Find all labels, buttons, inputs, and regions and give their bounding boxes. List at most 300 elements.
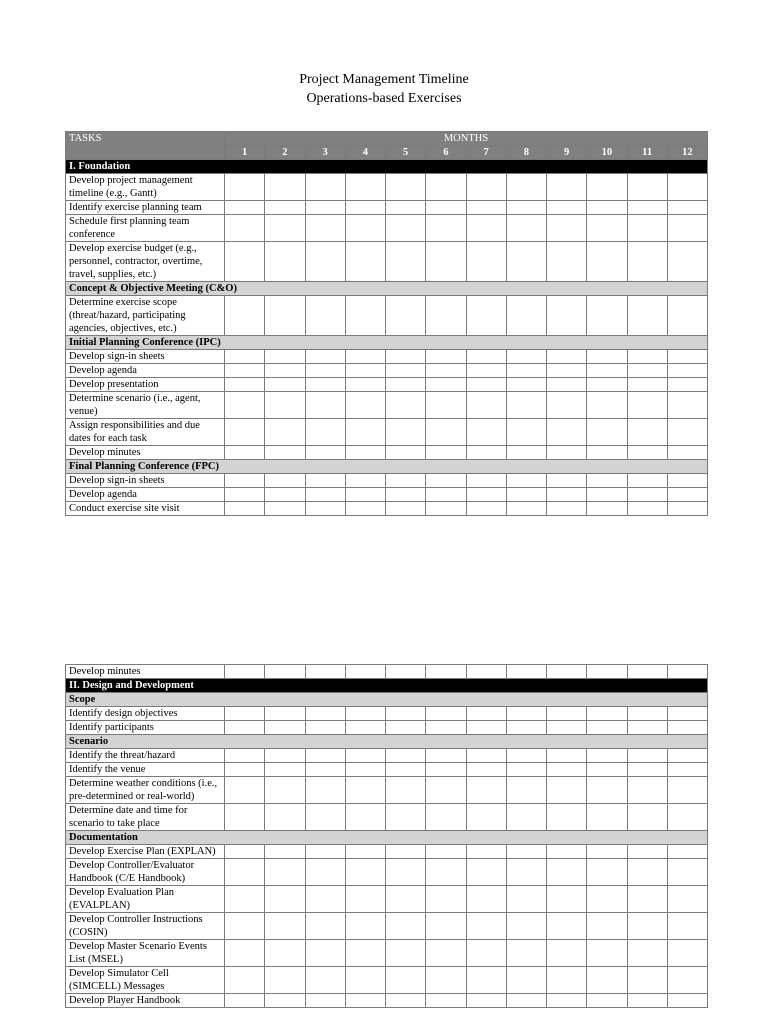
month-cell: [386, 502, 426, 516]
task-row: [66, 777, 708, 804]
task-label: Conduct exercise site visit: [66, 502, 225, 516]
month-cell: [386, 886, 426, 913]
month-cell: [386, 378, 426, 392]
month-cell: [345, 886, 385, 913]
task-row: [66, 364, 708, 378]
month-cell: [386, 665, 426, 679]
month-cell: [506, 364, 546, 378]
month-cell: [426, 392, 466, 419]
month-cell: [547, 707, 587, 721]
month-cell: [426, 201, 466, 215]
month-cell: [386, 474, 426, 488]
month-cell: [547, 378, 587, 392]
month-cell: [225, 967, 265, 994]
month-cell: [386, 967, 426, 994]
task-row: [66, 174, 708, 201]
month-cell: [547, 777, 587, 804]
task-row: [66, 502, 708, 516]
month-cell: [547, 763, 587, 777]
month-cell: [667, 859, 707, 886]
task-label: Develop Exercise Plan (EXPLAN): [66, 845, 225, 859]
month-cell: [667, 804, 707, 831]
month-cell: [426, 777, 466, 804]
month-cell: [667, 707, 707, 721]
month-cell: [667, 777, 707, 804]
month-cell: [225, 721, 265, 735]
month-cell: [305, 419, 345, 446]
month-cell: [265, 364, 305, 378]
month-cell: [225, 777, 265, 804]
month-cell: [587, 296, 627, 336]
month-cell: [466, 446, 506, 460]
month-cell: [506, 201, 546, 215]
month-cell: [386, 913, 426, 940]
month-cell: [345, 350, 385, 364]
title-line-2: Operations-based Exercises: [306, 91, 462, 106]
month-cell: [466, 174, 506, 201]
month-cell: [587, 721, 627, 735]
month-cell: [305, 721, 345, 735]
task-label: Develop exercise budget (e.g., personnel, contractor, overtime, travel, supplies, etc.): [66, 242, 225, 282]
month-cell: [587, 845, 627, 859]
task-row: [66, 392, 708, 419]
month-cell: [265, 749, 305, 763]
task-row: [66, 994, 708, 1008]
task-row: [66, 886, 708, 913]
month-cell: [506, 488, 546, 502]
month-cell: [265, 707, 305, 721]
month-cell: [587, 242, 627, 282]
month-cell: [225, 502, 265, 516]
task-row: [66, 419, 708, 446]
month-cell: [386, 763, 426, 777]
month-cell: [345, 859, 385, 886]
month-cell: [587, 665, 627, 679]
month-cell: [305, 174, 345, 201]
month-cell: [667, 502, 707, 516]
month-cell: [506, 707, 546, 721]
month-cell: [345, 364, 385, 378]
task-label: Determine weather conditions (i.e., pre-determined or real-world): [66, 777, 225, 804]
month-cell: [265, 446, 305, 460]
month-cell: [386, 215, 426, 242]
month-cell: [466, 845, 506, 859]
month-number-header: 11: [627, 146, 667, 160]
month-cell: [506, 886, 546, 913]
month-cell: [667, 296, 707, 336]
month-cell: [506, 940, 546, 967]
month-cell: [225, 763, 265, 777]
month-cell: [345, 994, 385, 1008]
subsection-title: Concept & Objective Meeting (C&O): [66, 282, 708, 296]
month-cell: [627, 242, 667, 282]
month-cell: [667, 749, 707, 763]
month-cell: [547, 488, 587, 502]
month-cell: [426, 446, 466, 460]
month-cell: [305, 707, 345, 721]
task-label: Determine date and time for scenario to take place: [66, 804, 225, 831]
month-number-header: 4: [345, 146, 385, 160]
month-cell: [547, 940, 587, 967]
task-row: [66, 749, 708, 763]
month-cell: [305, 296, 345, 336]
month-cell: [547, 967, 587, 994]
month-cell: [506, 994, 546, 1008]
month-cell: [305, 242, 345, 282]
month-cell: [345, 201, 385, 215]
month-cell: [265, 392, 305, 419]
month-cell: [265, 845, 305, 859]
month-cell: [466, 940, 506, 967]
month-cell: [265, 665, 305, 679]
task-row: [66, 940, 708, 967]
month-cell: [506, 242, 546, 282]
month-cell: [225, 446, 265, 460]
month-cell: [345, 446, 385, 460]
month-cell: [466, 913, 506, 940]
month-cell: [426, 886, 466, 913]
month-cell: [506, 967, 546, 994]
month-cell: [547, 215, 587, 242]
month-cell: [627, 174, 667, 201]
task-label: Identify participants: [66, 721, 225, 735]
month-cell: [627, 446, 667, 460]
month-number-header: 1: [225, 146, 265, 160]
month-cell: [426, 174, 466, 201]
month-cell: [627, 665, 667, 679]
month-cell: [547, 446, 587, 460]
month-cell: [345, 174, 385, 201]
month-cell: [345, 296, 385, 336]
task-label: Develop project management timeline (e.g., Gantt): [66, 174, 225, 201]
month-cell: [386, 721, 426, 735]
task-label: Identify the threat/hazard: [66, 749, 225, 763]
month-cell: [547, 994, 587, 1008]
month-cell: [426, 721, 466, 735]
month-cell: [547, 502, 587, 516]
month-cell: [547, 859, 587, 886]
month-cell: [305, 474, 345, 488]
month-cell: [627, 749, 667, 763]
month-cell: [225, 201, 265, 215]
section-title: I. Foundation: [66, 160, 708, 174]
subsection-title: Initial Planning Conference (IPC): [66, 336, 708, 350]
month-cell: [426, 707, 466, 721]
month-cell: [667, 967, 707, 994]
month-cell: [265, 201, 305, 215]
month-cell: [426, 859, 466, 886]
month-cell: [587, 350, 627, 364]
month-cell: [426, 350, 466, 364]
month-cell: [506, 777, 546, 804]
month-cell: [265, 174, 305, 201]
month-cell: [627, 804, 667, 831]
task-label: Develop Simulator Cell (SIMCELL) Messages: [66, 967, 225, 994]
month-cell: [547, 201, 587, 215]
month-cell: [627, 215, 667, 242]
month-cell: [506, 419, 546, 446]
task-row: [66, 707, 708, 721]
task-row: [66, 845, 708, 859]
month-cell: [225, 419, 265, 446]
month-cell: [506, 446, 546, 460]
month-cell: [627, 474, 667, 488]
month-cell: [627, 777, 667, 804]
month-cell: [426, 502, 466, 516]
month-cell: [426, 378, 466, 392]
task-label: Assign responsibilities and due dates for each task: [66, 419, 225, 446]
month-cell: [345, 392, 385, 419]
month-cell: [345, 749, 385, 763]
month-cell: [506, 763, 546, 777]
section-title: II. Design and Development: [66, 679, 708, 693]
month-cell: [386, 994, 426, 1008]
month-cell: [466, 378, 506, 392]
month-cell: [305, 350, 345, 364]
month-cell: [305, 763, 345, 777]
task-row: [66, 201, 708, 215]
month-cell: [506, 392, 546, 419]
month-cell: [426, 763, 466, 777]
month-cell: [506, 174, 546, 201]
month-cell: [466, 419, 506, 446]
month-cell: [547, 296, 587, 336]
month-cell: [506, 859, 546, 886]
month-cell: [386, 446, 426, 460]
month-cell: [225, 488, 265, 502]
subsection-header-row: [66, 282, 708, 296]
month-cell: [305, 502, 345, 516]
month-cell: [345, 419, 385, 446]
task-label: Identify the venue: [66, 763, 225, 777]
month-cell: [547, 665, 587, 679]
month-cell: [265, 994, 305, 1008]
task-row: [66, 665, 708, 679]
month-cell: [386, 707, 426, 721]
month-cell: [345, 502, 385, 516]
month-cell: [587, 502, 627, 516]
month-cell: [466, 886, 506, 913]
month-cell: [426, 474, 466, 488]
month-cell: [506, 502, 546, 516]
task-label: Develop presentation: [66, 378, 225, 392]
subsection-title: Scope: [66, 693, 708, 707]
month-cell: [225, 665, 265, 679]
subsection-header-row: [66, 460, 708, 474]
month-cell: [466, 804, 506, 831]
subsection-header-row: [66, 831, 708, 845]
month-cell: [667, 215, 707, 242]
month-cell: [265, 777, 305, 804]
month-cell: [667, 350, 707, 364]
month-cell: [386, 242, 426, 282]
month-cell: [466, 859, 506, 886]
task-label: Develop sign-in sheets: [66, 350, 225, 364]
month-cell: [345, 913, 385, 940]
month-cell: [587, 419, 627, 446]
month-cell: [225, 804, 265, 831]
month-cell: [627, 419, 667, 446]
month-cell: [225, 474, 265, 488]
month-cell: [667, 763, 707, 777]
month-cell: [627, 940, 667, 967]
month-cell: [426, 488, 466, 502]
month-cell: [265, 474, 305, 488]
month-cell: [587, 215, 627, 242]
month-cell: [547, 804, 587, 831]
month-cell: [547, 474, 587, 488]
month-cell: [305, 392, 345, 419]
task-row: [66, 446, 708, 460]
months-header: MONTHS: [225, 132, 708, 146]
month-cell: [345, 242, 385, 282]
month-cell: [587, 777, 627, 804]
month-cell: [225, 707, 265, 721]
month-cell: [225, 859, 265, 886]
month-cell: [225, 845, 265, 859]
month-cell: [667, 845, 707, 859]
month-cell: [506, 215, 546, 242]
month-number-header: 8: [506, 146, 546, 160]
task-label: Develop sign-in sheets: [66, 474, 225, 488]
task-row: [66, 913, 708, 940]
month-cell: [506, 350, 546, 364]
month-cell: [547, 242, 587, 282]
month-cell: [426, 913, 466, 940]
month-cell: [547, 721, 587, 735]
month-cell: [225, 364, 265, 378]
month-cell: [587, 378, 627, 392]
month-cell: [386, 350, 426, 364]
month-cell: [627, 886, 667, 913]
timeline-table-page-2: [65, 664, 708, 1008]
subsection-header-row: [66, 693, 708, 707]
month-cell: [305, 994, 345, 1008]
month-cell: [627, 392, 667, 419]
month-cell: [667, 721, 707, 735]
month-cell: [305, 886, 345, 913]
month-cell: [587, 201, 627, 215]
subsection-title: Scenario: [66, 735, 708, 749]
month-cell: [667, 886, 707, 913]
task-row: [66, 721, 708, 735]
task-row: [66, 859, 708, 886]
month-cell: [547, 392, 587, 419]
month-cell: [345, 665, 385, 679]
month-cell: [265, 296, 305, 336]
month-cell: [305, 913, 345, 940]
month-cell: [386, 777, 426, 804]
month-cell: [426, 845, 466, 859]
task-row: [66, 242, 708, 282]
month-cell: [506, 474, 546, 488]
month-cell: [627, 913, 667, 940]
month-cell: [345, 967, 385, 994]
month-cell: [627, 502, 667, 516]
task-label: Develop minutes: [66, 665, 225, 679]
month-cell: [587, 749, 627, 763]
month-cell: [466, 994, 506, 1008]
month-cell: [345, 763, 385, 777]
month-cell: [386, 174, 426, 201]
section-header-row: [66, 679, 708, 693]
month-cell: [305, 777, 345, 804]
month-cell: [265, 913, 305, 940]
month-cell: [386, 201, 426, 215]
month-cell: [225, 296, 265, 336]
month-cell: [345, 707, 385, 721]
month-cell: [587, 967, 627, 994]
task-label: Develop Controller/Evaluator Handbook (C/E Handbook): [66, 859, 225, 886]
month-cell: [386, 419, 426, 446]
month-cell: [225, 378, 265, 392]
month-number-header: 12: [667, 146, 707, 160]
month-cell: [305, 845, 345, 859]
month-cell: [587, 763, 627, 777]
month-cell: [547, 419, 587, 446]
month-cell: [667, 488, 707, 502]
month-number-header: 10: [587, 146, 627, 160]
month-cell: [667, 174, 707, 201]
month-cell: [466, 502, 506, 516]
month-cell: [627, 845, 667, 859]
month-cell: [426, 665, 466, 679]
month-cell: [265, 940, 305, 967]
month-cell: [506, 296, 546, 336]
month-cell: [305, 749, 345, 763]
month-cell: [627, 201, 667, 215]
month-cell: [667, 378, 707, 392]
task-label: Identify design objectives: [66, 707, 225, 721]
month-cell: [345, 378, 385, 392]
month-number-header: 3: [305, 146, 345, 160]
month-cell: [386, 804, 426, 831]
month-cell: [225, 392, 265, 419]
month-cell: [466, 777, 506, 804]
month-cell: [506, 913, 546, 940]
month-cell: [667, 419, 707, 446]
month-cell: [667, 364, 707, 378]
month-cell: [627, 994, 667, 1008]
month-cell: [627, 296, 667, 336]
month-cell: [305, 967, 345, 994]
month-cell: [225, 215, 265, 242]
month-number-header: 5: [386, 146, 426, 160]
month-cell: [225, 242, 265, 282]
month-cell: [667, 392, 707, 419]
month-cell: [667, 242, 707, 282]
month-cell: [426, 940, 466, 967]
task-label: Develop agenda: [66, 488, 225, 502]
month-cell: [466, 201, 506, 215]
month-cell: [426, 364, 466, 378]
month-cell: [667, 913, 707, 940]
month-cell: [386, 488, 426, 502]
month-cell: [587, 913, 627, 940]
month-cell: [587, 174, 627, 201]
month-cell: [386, 940, 426, 967]
month-cell: [305, 215, 345, 242]
month-cell: [587, 446, 627, 460]
month-cell: [265, 215, 305, 242]
title-line-1: Project Management Timeline: [299, 72, 469, 87]
month-number-header: 7: [466, 146, 506, 160]
month-cell: [386, 749, 426, 763]
month-cell: [305, 940, 345, 967]
month-cell: [627, 364, 667, 378]
month-cell: [466, 749, 506, 763]
month-cell: [345, 777, 385, 804]
